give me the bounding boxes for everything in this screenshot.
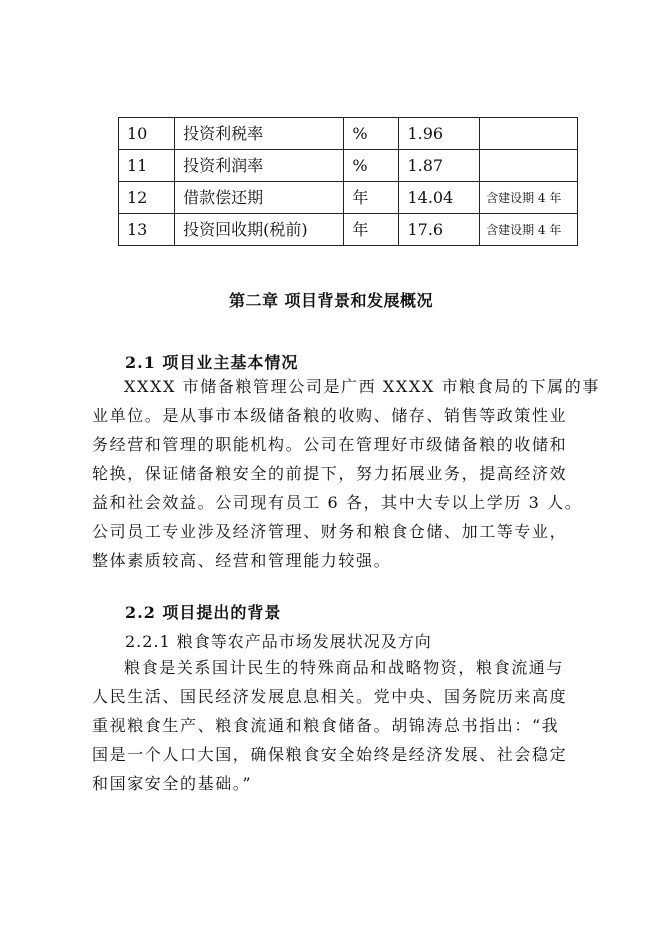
indicator-name: 投资回收期(税前)	[175, 214, 344, 246]
indicator-name: 投资利润率	[175, 150, 344, 182]
text-line: 粮食是关系国计民生的特殊商品和战略物资，粮食流通与	[124, 658, 565, 677]
subsection-heading-2-2-1: 2.2.1 粮食等农产品市场发展状况及方向	[125, 632, 432, 651]
indicator-table	[118, 117, 578, 246]
chapter-title: 第二章 项目背景和发展概况	[228, 291, 434, 310]
text-line: 人民生活、国民经济发展息息相关。党中央、国务院历来高度	[92, 687, 568, 706]
indicator-value: 1.87	[399, 150, 480, 182]
paragraph-company-info	[92, 372, 600, 575]
indicator-note: 含建设期 4 年	[480, 182, 578, 214]
table-row	[119, 118, 578, 150]
indicator-note: 含建设期 4 年	[480, 214, 578, 246]
row-number: 11	[119, 150, 175, 182]
indicator-value: 1.96	[399, 118, 480, 150]
indicator-value: 17.6	[399, 214, 480, 246]
text-line: XXXX 市储备粮管理公司是广西 XXXX 市粮食局的下属的事	[124, 377, 600, 396]
indicator-unit: %	[344, 150, 399, 182]
indicator-note	[480, 150, 578, 182]
indicator-name: 借款偿还期	[175, 182, 344, 214]
text-line: 整体素质较高、经营和管理能力较强。	[92, 551, 392, 570]
text-line: 公司员工专业涉及经济管理、财务和粮食仓储、加工等专业，	[92, 522, 568, 541]
row-number: 13	[119, 214, 175, 246]
text-line: 轮换，保证储备粮安全的前提下，努力拓展业务，提高经济效	[92, 464, 568, 483]
text-line: 业单位。是从事市本级储备粮的收购、储存、销售等政策性业	[92, 406, 568, 425]
text-line: 益和社会效益。公司现有员工 6 各，其中大专以上学历 3 人。	[92, 493, 583, 512]
indicator-name: 投资利税率	[175, 118, 344, 150]
row-number: 12	[119, 182, 175, 214]
text-line: 务经营和管理的职能机构。公司在管理好市级储备粮的收储和	[92, 435, 568, 454]
section-heading-2-2: 2.2 项目提出的背景	[125, 603, 282, 622]
indicator-unit: %	[344, 118, 399, 150]
table-row	[119, 182, 578, 214]
text-line: 重视粮食生产、粮食流通和粮食储备。胡锦涛总书指出：“我	[92, 716, 560, 735]
text-line: 和国家安全的基础。”	[92, 774, 253, 793]
section-heading-2-1: 2.1 项目业主基本情况	[125, 353, 299, 372]
paragraph-grain-background	[92, 653, 576, 798]
row-number: 10	[119, 118, 175, 150]
table-row	[119, 150, 578, 182]
indicator-unit: 年	[344, 182, 399, 214]
indicator-unit: 年	[344, 214, 399, 246]
indicator-note	[480, 118, 578, 150]
text-line: 国是一个人口大国，确保粮食安全始终是经济发展、社会稳定	[92, 745, 568, 764]
indicator-value: 14.04	[399, 182, 480, 214]
table-row	[119, 214, 578, 246]
